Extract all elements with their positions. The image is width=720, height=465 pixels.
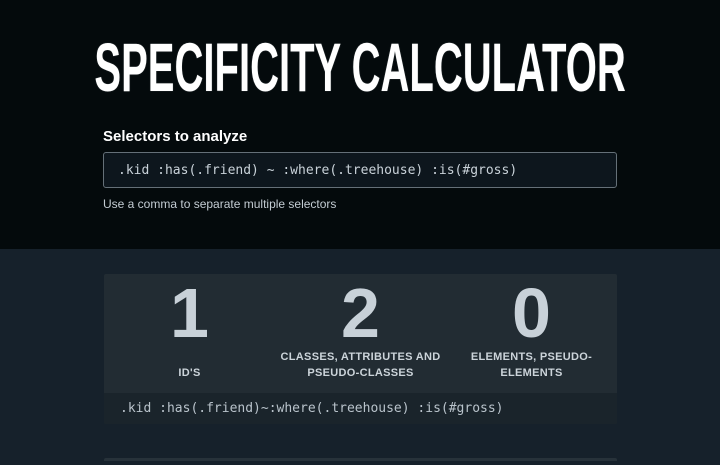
stat-ids-value: 1 <box>170 274 209 352</box>
stat-ids <box>104 274 275 382</box>
page-title: SPECIFICITY CALCULATOR <box>94 29 626 106</box>
selector-input[interactable] <box>103 152 617 188</box>
selector-form <box>103 128 617 211</box>
stat-elements-label: ELEMENTS, PSEUDO-ELEMENTS <box>470 351 593 380</box>
stat-elements-value: 0 <box>512 274 551 352</box>
title-wrap <box>0 29 720 106</box>
results-section <box>0 249 720 465</box>
stat-classes-value: 2 <box>341 274 380 352</box>
stat-classes <box>275 274 446 382</box>
helper-text: Use a comma to separate multiple selectors <box>103 197 337 211</box>
selector-display-row <box>104 393 617 424</box>
stat-elements <box>446 274 617 382</box>
selectors-label: Selectors to analyze <box>103 128 248 145</box>
next-result-card-edge <box>104 458 617 461</box>
specificity-stats <box>104 274 617 393</box>
stat-ids-label: ID'S <box>178 367 201 380</box>
stat-classes-label: CLASSES, ATTRIBUTES AND PSEUDO-CLASSES <box>280 351 441 380</box>
selector-display-text: .kid :has(.friend)~:where(.treehouse) :is(#gross) <box>120 401 504 416</box>
result-card <box>104 274 617 424</box>
